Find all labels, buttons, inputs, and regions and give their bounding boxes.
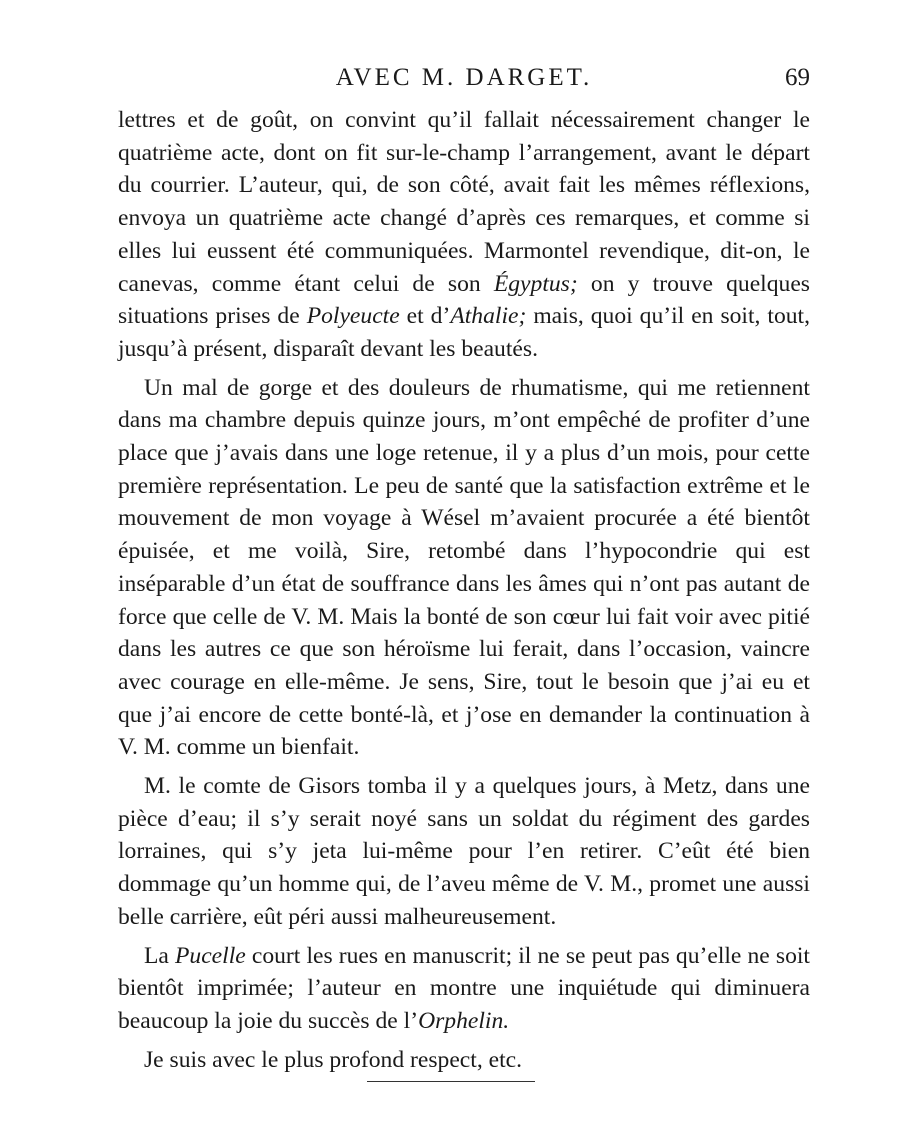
text-run: court les rues en manuscrit; il ne se peut pas qu’elle ne soit bientôt imprimée; l’auteur en montre une inquiétude qui diminuera beaucoup la joie du succès de l’	[118, 942, 816, 1034]
text-run: Un mal de gorge et des douleurs de rhumatisme, qui me retiennent dans ma chambre depuis quinze jours, m’ont empêché de profiter d’une place que j’avais dans une loge retenue, il y a plus d’un mois, pour cette première représentation. Le peu de santé que la satisfaction extrême et le mouvement de mon voyage à Wésel m’avaient procurée a été bientôt épuisée, et me voilà, Sire, retombé dans l’hypocondrie qui est inséparable d’un état de souffrance dans les âmes qui n’ont pas autant de force que celle de V. M. Mais la bonté de son cœur lui fait voir avec pitié dans les autres ce que son héroïsme lui ferait, dans l’occasion, vaincre avec courage en elle-même. Je sens, Sire, tout le besoin que j’ai eu et que j’ai encore de cette bonté-là, et j’ose en demander la continuation à V. M. comme un bienfait.	[118, 374, 816, 761]
italic-title-egyptus: Égyptus;	[493, 270, 578, 297]
italic-title-orphelin: Orphelin.	[418, 1007, 510, 1034]
text-run: on y trouve quelques situations prises de	[118, 270, 816, 330]
body-text	[118, 104, 816, 1082]
paragraph-4	[118, 940, 816, 1038]
end-rule	[367, 1081, 535, 1082]
text-run: mais, quoi qu’il en soit, tout, jusqu’à présent, disparaît devant les beautés.	[118, 303, 816, 362]
italic-title-pucelle: Pucelle	[175, 942, 246, 969]
paragraph-1	[118, 104, 816, 366]
text-run: M. le comte de Gisors tomba il y a quelques jours, à Metz, dans une pièce d’eau; il s’y serait noyé sans un soldat du régiment des gardes lorraines, qui s’y jeta lui-même pour l’en retirer. C’eût été bien dommage qu’un homme qui, de l’aveu même de V. M., promet une aussi belle carrière, eût péri aussi malheureusement.	[118, 773, 816, 930]
paragraph-2	[118, 372, 816, 764]
italic-title-athalie: Athalie;	[450, 303, 527, 330]
paragraph-3	[118, 770, 816, 934]
text-run: La	[144, 942, 175, 969]
text-run: lettres et de goût, on convint qu’il fallait nécessairement changer le quatrième acte, dont on fit sur-le-champ l’arrangement, avant le départ du courrier. L’auteur, qui, de son côté, avait fait les mêmes réflexions, envoya un quatrième acte changé d’après ces remarques, et comme si elles lui eussent été communiquées. Marmontel revendique, dit-on, le canevas, comme étant celui de son	[118, 107, 816, 297]
text-run: Je suis avec le plus profond respect, etc.	[144, 1046, 523, 1073]
running-head	[118, 58, 810, 98]
italic-title-polyeucte: Polyeucte	[306, 303, 400, 330]
running-title: AVEC M. DARGET.	[335, 64, 593, 91]
page-number: 69	[785, 64, 810, 91]
text-run: et d’	[399, 303, 451, 330]
paragraph-closing	[118, 1044, 810, 1077]
